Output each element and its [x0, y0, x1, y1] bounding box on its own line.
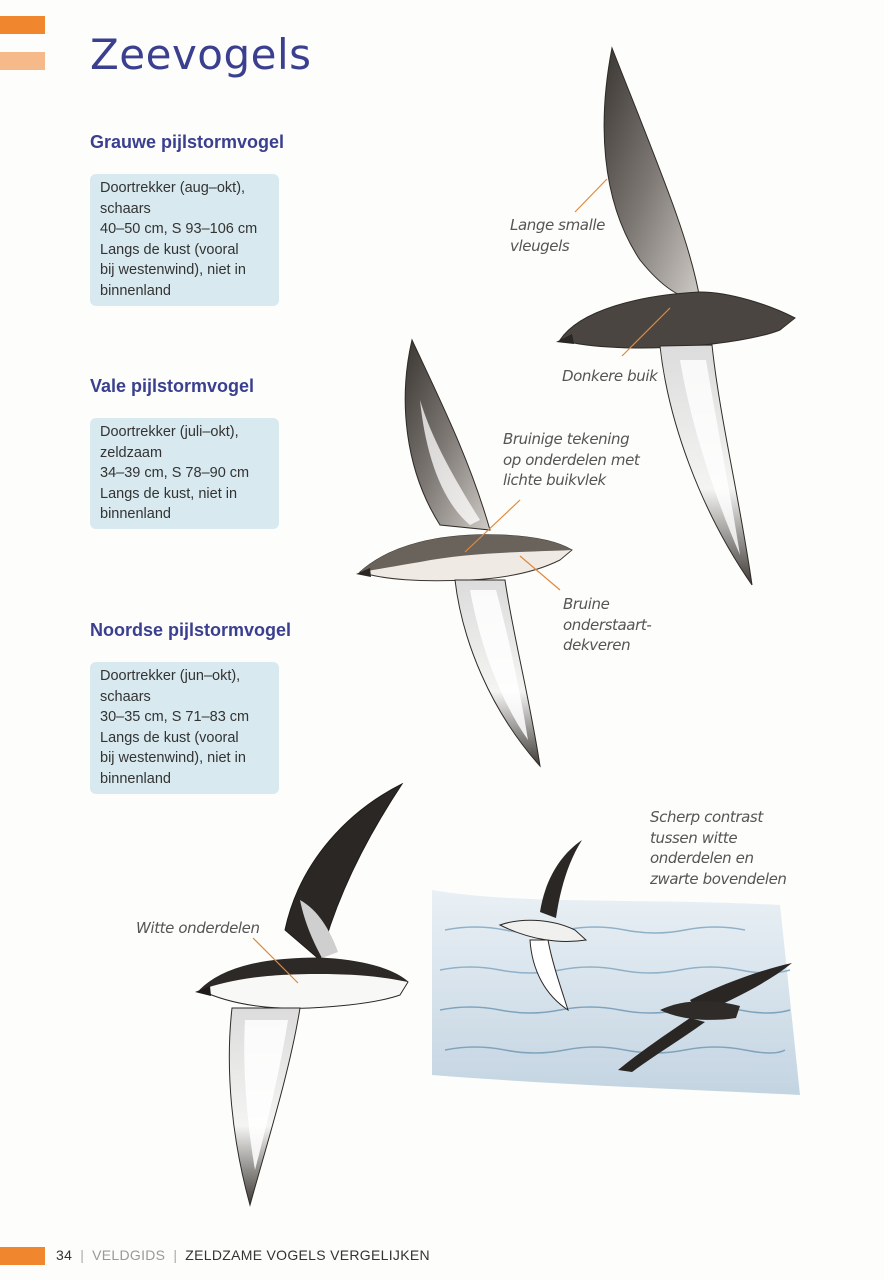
- annotation-donkere-buik: [562, 366, 657, 387]
- annotation-line: zwarte bovendelen: [650, 869, 787, 888]
- info-line: bij westenwind), niet in: [100, 262, 246, 278]
- footer-accent-bar: [0, 1247, 45, 1265]
- annotation-bruinige-tekening: [503, 429, 639, 491]
- info-line: zeldzaam: [100, 444, 163, 461]
- info-line: schaars: [100, 200, 151, 217]
- info-line: Doortrekker (jun–okt),: [100, 668, 241, 684]
- info-line: Doortrekker (aug–okt),: [100, 180, 246, 196]
- footer-chapter: ZELDZAME VOGELS VERGELIJKEN: [185, 1247, 430, 1263]
- species-heading-grauwe: Grauwe pijlstormvogel: [90, 132, 285, 152]
- info-line: 34–39 cm, S 78–90 cm: [100, 465, 250, 481]
- footer-text: [56, 1247, 430, 1263]
- annotation-line: onderdelen en: [650, 849, 754, 867]
- annotation-line: Lange smalle: [510, 216, 605, 234]
- annotation-line: dekveren: [563, 636, 631, 654]
- annotation-line: Scherp contrast: [650, 808, 763, 826]
- annotation-line: Bruine: [563, 595, 610, 613]
- footer-separator: |: [80, 1247, 85, 1263]
- info-line: bij westenwind), niet in: [100, 750, 246, 766]
- balearic-shearwater-illustration: [356, 340, 572, 766]
- annotation-line: tussen witte: [650, 828, 738, 847]
- annotation-scherp-contrast: [650, 807, 787, 889]
- page-title: Zeevogels: [90, 30, 312, 79]
- info-line: Doortrekker (juli–okt),: [100, 424, 239, 440]
- annotation-line: Witte onderdelen: [136, 919, 260, 937]
- info-line: binnenland: [100, 282, 171, 299]
- info-line: Langs de kust (vooral: [100, 241, 239, 258]
- species-heading-vale: Vale pijlstormvogel: [90, 376, 255, 396]
- annotation-line: op onderdelen met: [503, 450, 640, 469]
- info-line: Langs de kust (vooral: [100, 729, 239, 746]
- annotation-line: vleugels: [510, 236, 570, 255]
- annotation-line: lichte buikvlek: [503, 471, 606, 489]
- annotation-witte-onderdelen: [136, 918, 260, 939]
- annotation-lange-vleugels: [510, 215, 605, 256]
- manx-shearwater-illustration: [195, 784, 408, 1205]
- annotation-line: Donkere buik: [562, 367, 658, 385]
- info-line: Langs de kust, niet in: [100, 485, 238, 502]
- info-line: 30–35 cm, S 71–83 cm: [100, 709, 250, 725]
- annotation-line: Bruinige tekening: [503, 430, 630, 448]
- species-heading-noordse: Noordse pijlstormvogel: [90, 620, 292, 640]
- info-line: binnenland: [100, 506, 171, 522]
- page-footer: [0, 1246, 884, 1268]
- annotation-line: onderstaart-: [563, 615, 652, 634]
- page-number: 34: [56, 1247, 73, 1263]
- footer-section: VELDGIDS: [92, 1247, 166, 1263]
- info-line: binnenland: [100, 770, 171, 787]
- sooty-shearwater-illustration: [556, 48, 795, 585]
- footer-separator: |: [173, 1247, 178, 1263]
- info-line: 40–50 cm, S 93–106 cm: [100, 221, 258, 237]
- info-line: schaars: [100, 688, 151, 705]
- annotation-bruine-onderstaart: [563, 594, 651, 656]
